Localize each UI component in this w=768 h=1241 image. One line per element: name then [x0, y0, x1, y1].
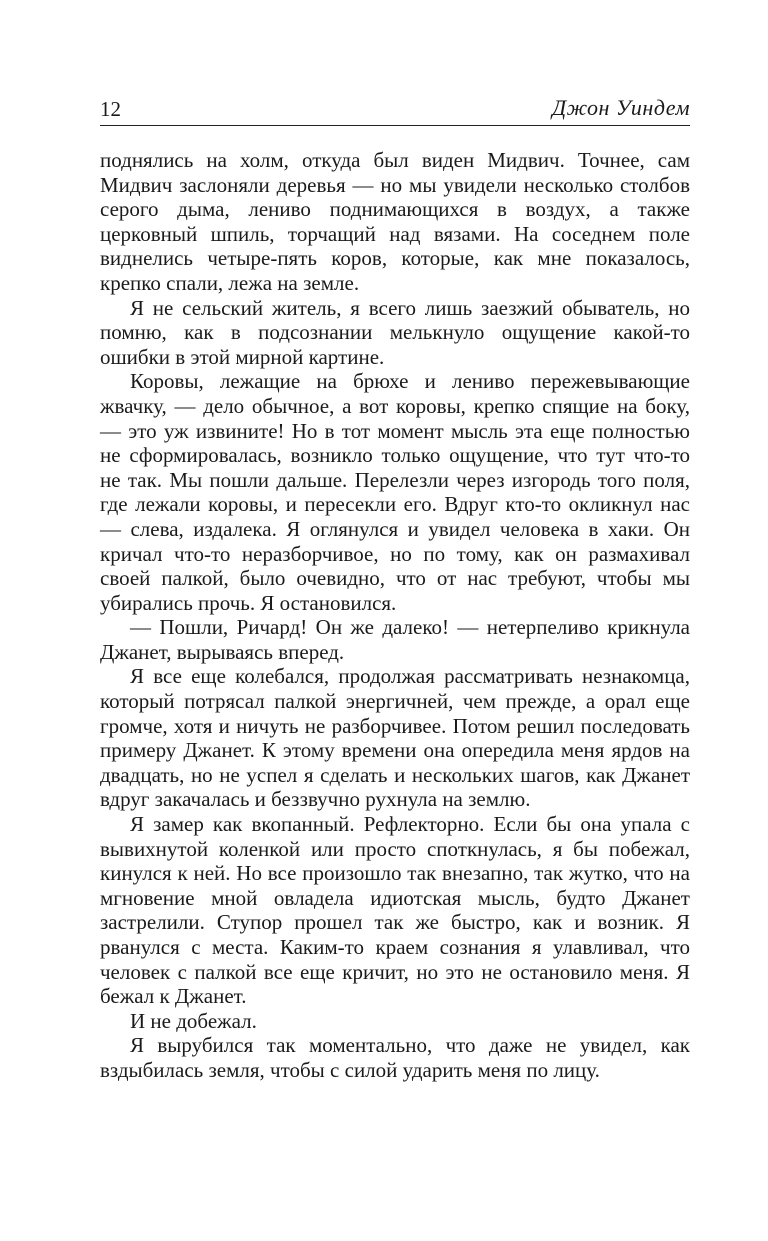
paragraph: Я вырубился так моментально, что даже не увидел, как вздыбилась земля, чтобы с силой ударить меня по лицу.	[100, 1033, 690, 1082]
paragraph-continued: поднялись на холм, откуда был виден Мидвич. Точнее, сам Мидвич заслоняли деревья — но мы увидели несколько столбов серого дыма, лениво поднимающихся в воздух, а также церковный шпиль, торчащий над вязами. На соседнем поле виднелись четыре-пять коров, которые, как мне показалось, крепко спали, лежа на земле.	[100, 148, 690, 295]
page-number: 12	[100, 97, 121, 121]
paragraph: И не добежал.	[130, 1008, 257, 1033]
dialogue-paragraph: — Пошли, Ричард! Он же далеко! — нетерпеливо крикнула Джанет, вырываясь вперед.	[100, 615, 690, 664]
running-title-author: Джон Уиндем	[552, 95, 690, 120]
paragraph: Коровы, лежащие на брюхе и лениво пережевывающие жвачку, — дело обычное, а вот коровы, крепко спящие на боку, — это уж извините! Но в тот момент мысль эта еще полностью не сформировалась, возникло только ощущение, что тут что-то не так. Мы пошли дальше. Перелезли через изгородь того поля, где лежали коровы, и пересекли его. Вдруг кто-то окликнул нас — слева, издалека. Я оглянулся и увидел человека в хаки. Он кричал что-то неразборчивое, но по тому, как он размахивал своей палкой, было очевидно, что от нас требуют, чтобы мы убирались прочь. Я остановился.	[100, 369, 690, 615]
main-text	[100, 148, 690, 1083]
paragraph: Я все еще колебался, продолжая рассматривать незнакомца, который потрясал палкой энергичней, чем прежде, а орал еще громче, хотя и ничуть не разборчивее. Потом решил последовать примеру Джанет. К этому времени она опередила меня ярдов на двадцать, но не успел я сделать и нескольких шагов, как Джанет вдруг закачалась и беззвучно рухнула на землю.	[100, 664, 690, 812]
running-header	[100, 95, 690, 126]
paragraph: Я замер как вкопанный. Рефлекторно. Если бы она упала с вывихнутой коленкой или просто споткнулась, я бы побежал, кинулся к ней. Но все произошло так внезапно, так жутко, что на мгновение мной овладела идиотская мысль, будто Джанет застрелили. Ступор прошел так же быстро, как и возник. Я рванулся с места. Каким-то краем сознания я улавливал, что человек с палкой все еще кричит, но это не остановило меня. Я бежал к Джанет.	[100, 812, 690, 1009]
paragraph: Я не сельский житель, я всего лишь заезжий обыватель, но помню, как в подсознании мелькнуло ощущение какой-то ошибки в этой мирной картине.	[100, 295, 690, 369]
book-page	[100, 95, 690, 1083]
